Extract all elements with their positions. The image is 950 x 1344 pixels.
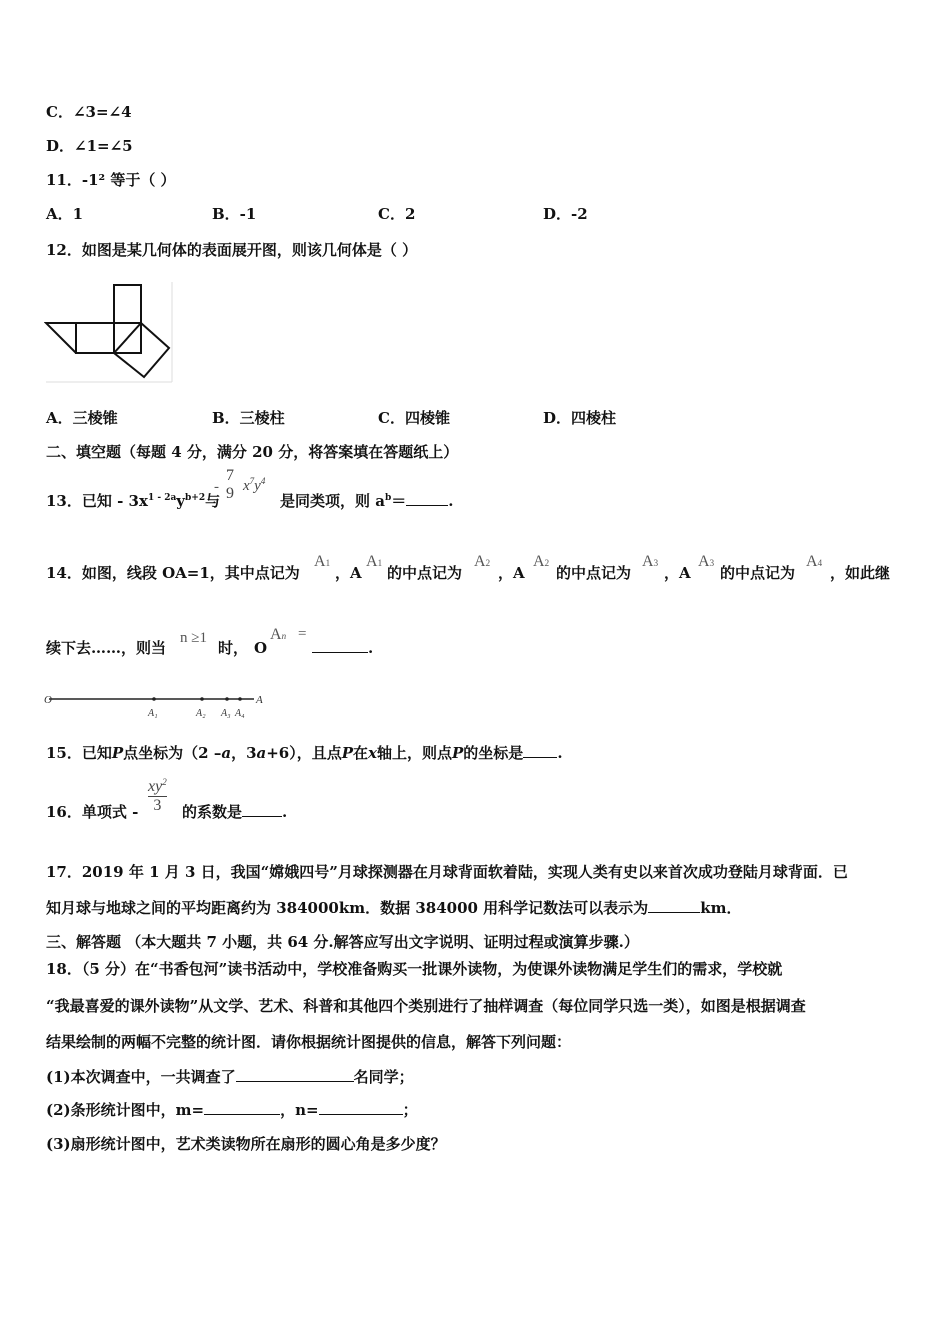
- q14-fig-label-a3: A₃: [221, 708, 231, 719]
- q17-answer-blank[interactable]: [648, 898, 700, 913]
- q11-option-a: A．1: [46, 205, 84, 223]
- section3-title: 三、解答题 （本大题共 7 小题，共 64 分.解答应写出文字说明、证明过程或演算步骤.）: [46, 933, 639, 951]
- q18-line2: “我最喜爱的课外读物”从文学、艺术、科普和其他四个类别进行了抽样调查（每位同学只选一类），如图是根据调查: [46, 997, 806, 1015]
- q11-option-c: C．2: [378, 205, 416, 223]
- q14-a1: A1: [314, 553, 331, 570]
- q12-option-d: D．四棱柱: [543, 409, 617, 427]
- q12-option-c: C．四棱锥: [378, 409, 450, 427]
- q11-option-b: B．-1: [212, 205, 257, 223]
- q18-n-blank[interactable]: [319, 1100, 403, 1115]
- q18-sub1-blank[interactable]: [236, 1067, 354, 1082]
- q14-fig-label-a1: A₁: [148, 708, 158, 719]
- q13-answer-blank[interactable]: [406, 491, 448, 506]
- q14-answer-blank[interactable]: [312, 638, 368, 653]
- q18-line1: 18．（5 分）在“书香包河”读书活动中，学校准备购买一批课外读物，为使课外读物满足学生们的需求，学校就: [46, 960, 783, 978]
- q13-prefix: 13．已知 - $3x^{1 - 2a}y^{b+2}$与: [46, 492, 221, 510]
- q11-option-d: D．-2: [543, 205, 588, 223]
- q12-option-a: A．三棱锥: [46, 409, 118, 427]
- q17-line1: 17．2019 年 1 月 3 日，我国“嫦娥四号”月球探测器在月球背面软着陆，实现人类有史以来首次成功登陆月球背面．已: [46, 863, 848, 881]
- q14-fig-label-a2: A₂: [196, 708, 206, 719]
- q12-net-figure: [44, 280, 176, 386]
- q11-stem: 11．-1² 等于（ ）: [46, 171, 176, 189]
- q12-stem: 12．如图是某几何体的表面展开图，则该几何体是（ ）: [46, 241, 418, 259]
- q15-answer-blank[interactable]: [523, 743, 557, 758]
- q18-sub2: (2)条形统计图中，m= ，n= ；: [46, 1101, 418, 1119]
- q13-monomial: $x^7y^4$: [243, 476, 266, 494]
- q14-fig-label-a4: A₄: [235, 708, 245, 719]
- q10-option-d: D．∠1=∠5: [46, 137, 133, 155]
- q16-answer-blank[interactable]: [242, 802, 282, 817]
- q17-line2: 知月球与地球之间的平均距离约为 384000km．数据 384000 用科学记数法可以表示为 km．: [46, 899, 742, 917]
- q18-sub3: (3)扇形统计图中，艺术类读物所在扇形的圆心角是多少度？: [46, 1135, 446, 1153]
- q15: 15．已知P点坐标为（2 –a，3a+6），且点P在x轴上，则点P的坐标是 .: [46, 744, 563, 762]
- q13-fraction: 7 9: [226, 467, 234, 502]
- section2-title: 二、填空题（每题 4 分，满分 20 分，将答案填在答题纸上）: [46, 443, 459, 461]
- q18-line3: 结果绘制的两幅不完整的统计图．请你根据统计图提供的信息，解答下列问题：: [46, 1033, 572, 1051]
- q10-option-c: C．∠3=∠4: [46, 103, 132, 121]
- q14-oan: An: [270, 626, 287, 643]
- q18-m-blank[interactable]: [204, 1100, 280, 1115]
- q14-condition: n ≥1: [180, 630, 207, 646]
- q14-segment-figure: [44, 690, 268, 720]
- q14-fig-label-a: A: [256, 694, 263, 706]
- q14-fig-label-o: O: [44, 694, 52, 706]
- q12-option-b: B．三棱柱: [212, 409, 285, 427]
- q13-neg: -: [214, 479, 219, 495]
- q13-tail: 是同类项，则 $a^b=$ .: [280, 492, 454, 510]
- q16-fraction: $\frac{xy^2}{3}$: [148, 777, 167, 814]
- q18-sub1: (1)本次调查中，一共调查了 名同学；: [46, 1068, 414, 1086]
